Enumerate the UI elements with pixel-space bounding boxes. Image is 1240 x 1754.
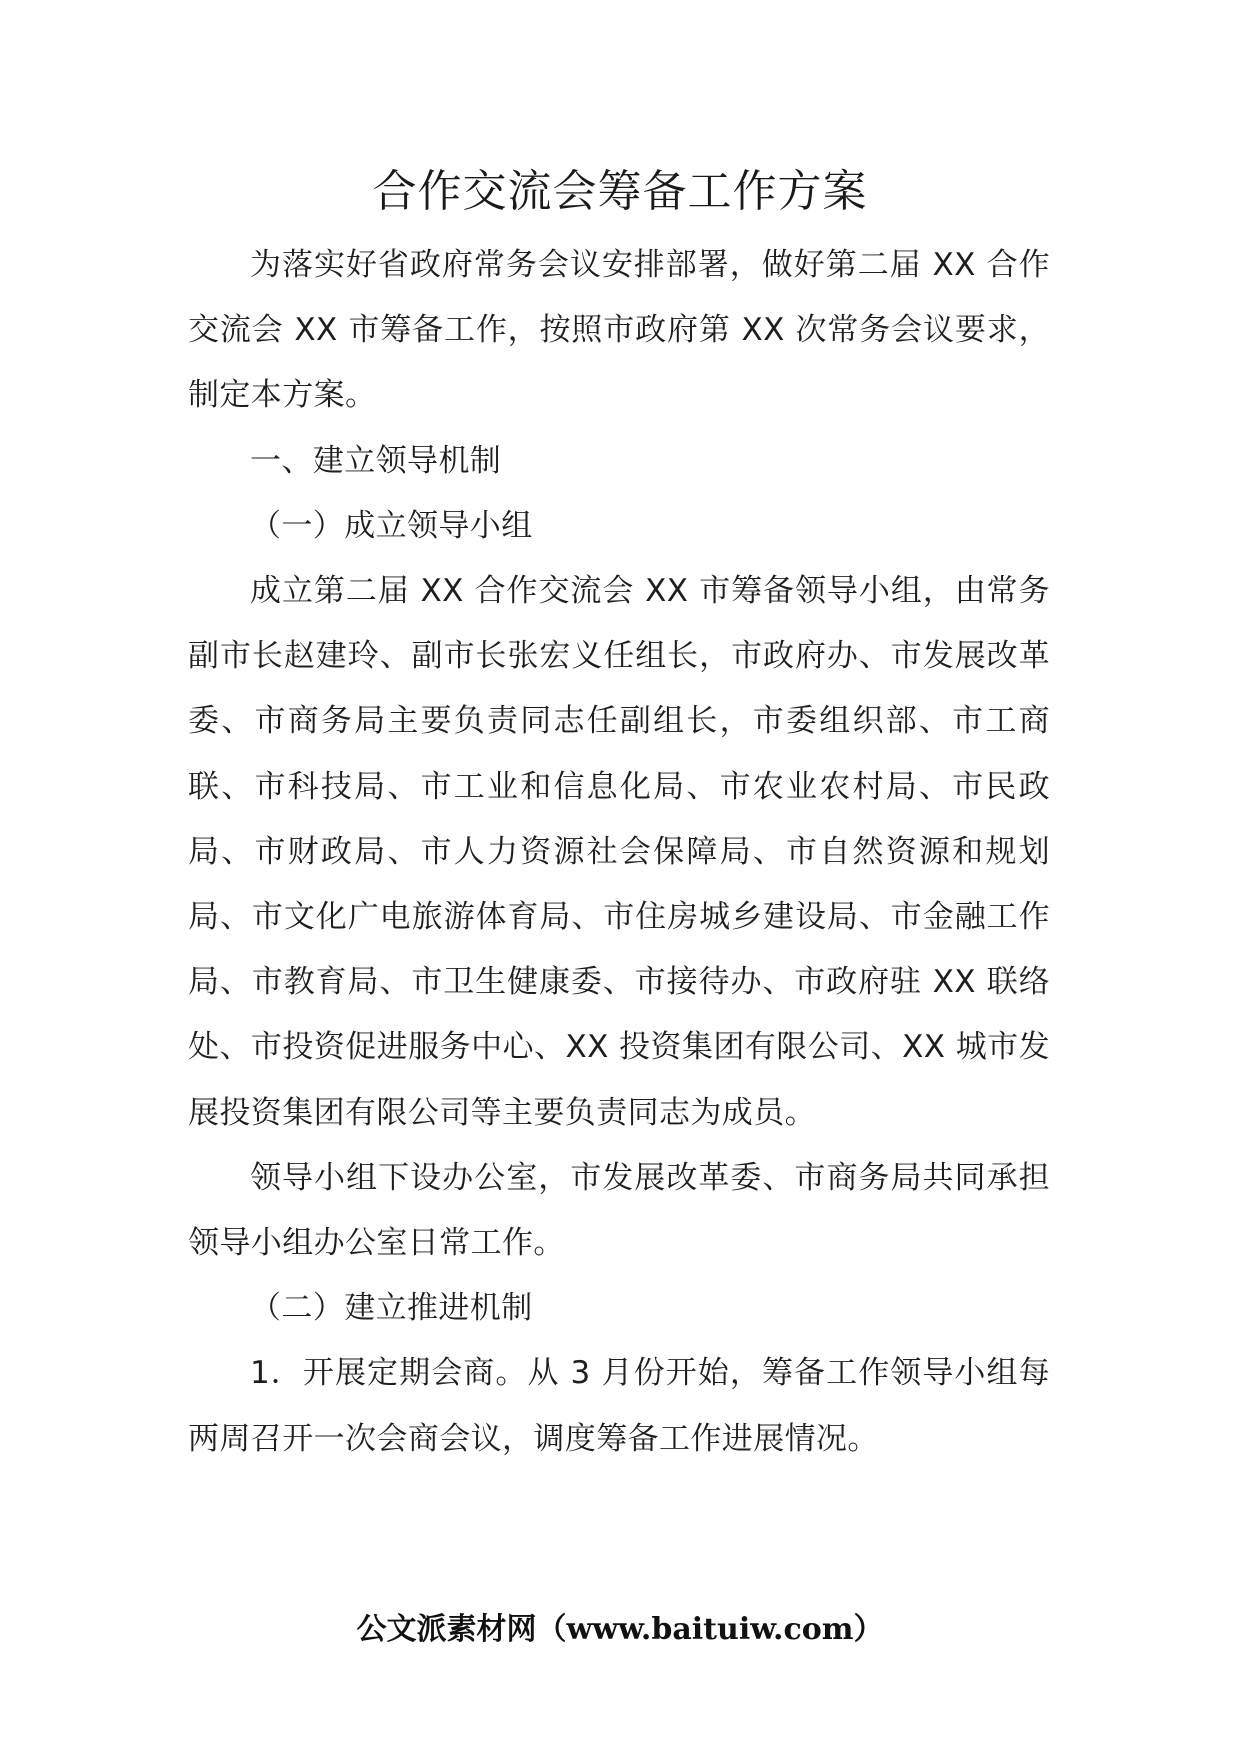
subsection-heading-1: （一）成立领导小组: [250, 507, 533, 544]
document-title: 合作交流会筹备工作方案: [372, 166, 868, 217]
document-body: [188, 233, 1050, 1472]
subsection-heading-2: （二）建立推进机制: [250, 1290, 533, 1327]
paragraph-office: 领导小组下设办公室，市发展改革委、市商务局共同承担领导小组办公室日常工作。: [188, 1159, 1050, 1262]
paragraph-members: 成立第二届 XX 合作交流会 XX 市筹备领导小组，由常务副市长赵建玲、副市长张宏义任组长，市政府办、市发展改革委、市商务局主要负责同志任副组长，市委组织部、市工商联、市科技局、市工业和信息化局、市农业农村局、市民政局、市财政局、市人力资源社会保障局、市自然资源和规划局、市文化广电旅游体育局、市住房城乡建设局、市金融工作局、市教育局、市卫生健康委、市接待办、市政府驻 XX 联络处、市投资促进服务中心、XX 投资集团有限公司、XX 城市发展投资集团有限公司等主要负责同志为成员。: [188, 573, 1050, 1131]
paragraph-item-1: 1．开展定期会商。从 3 月份开始，筹备工作领导小组每两周召开一次会商会议，调度筹备工作进展情况。: [188, 1355, 1050, 1457]
footer-watermark: 公文派素材网（www.baituiw.com）: [356, 1612, 884, 1647]
section-heading-1: 一、建立领导机制: [250, 442, 502, 479]
paragraph-intro: 为落实好省政府常务会议安排部署，做好第二届 XX 合作交流会 XX 市筹备工作，按照市政府第 XX 次常务会议要求，制定本方案。: [188, 247, 1050, 414]
